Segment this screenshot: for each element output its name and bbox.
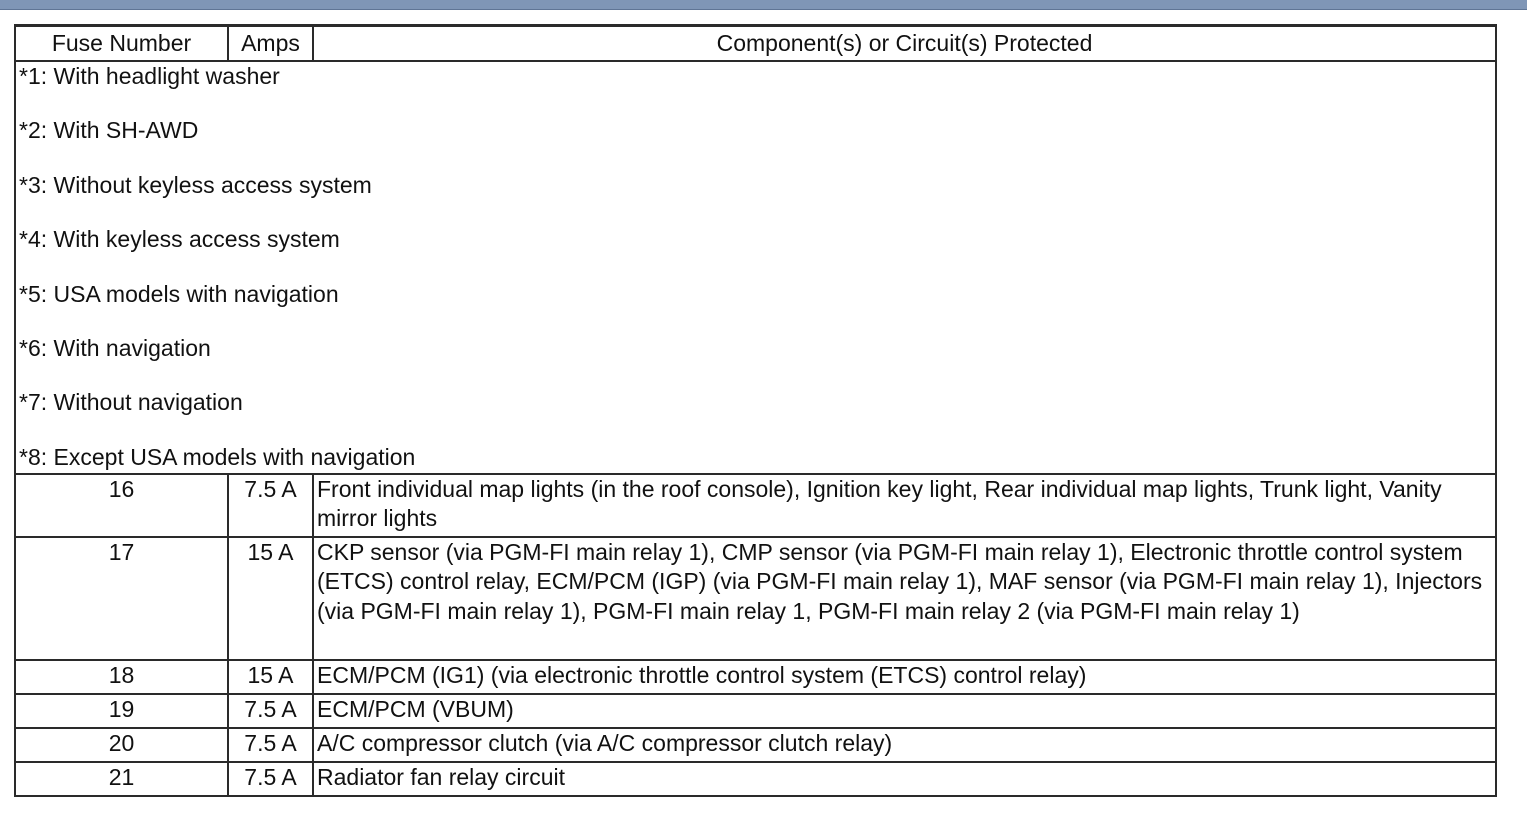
components-cell: ECM/PCM (IG1) (via electronic throttle control system (ETCS) control relay) <box>313 660 1496 694</box>
table-row <box>15 474 1496 537</box>
table-row <box>15 728 1496 762</box>
note-1: *1: With headlight washer <box>19 63 280 89</box>
components-cell: CKP sensor (via PGM-FI main relay 1), CMP sensor (via PGM-FI main relay 1), Electronic throttle control system (ETCS) control relay, ECM/PCM (IGP) (via PGM-FI main relay 1), MAF sensor (via PGM-FI main relay 1), Injectors (via PGM-FI main relay 1), PGM-FI main relay 1, PGM-FI main relay 2 (via PGM-FI main relay 1) <box>313 537 1496 660</box>
amps-cell: 15 A <box>228 537 313 660</box>
table-row <box>15 537 1496 660</box>
components-cell: ECM/PCM (VBUM) <box>313 694 1496 728</box>
amps-cell: 15 A <box>228 660 313 694</box>
fuse-number-cell: 18 <box>15 660 228 694</box>
fuse-number-cell: 16 <box>15 474 228 537</box>
table-row <box>15 660 1496 694</box>
window-top-bar <box>0 0 1527 10</box>
header-fuse-number: Fuse Number <box>15 26 228 62</box>
amps-cell: 7.5 A <box>228 762 313 796</box>
notes-row <box>15 61 1496 474</box>
fuse-number-cell: 20 <box>15 728 228 762</box>
note-3: *3: Without keyless access system <box>19 171 372 198</box>
amps-cell: 7.5 A <box>228 474 313 537</box>
note-7: *7: Without navigation <box>19 389 243 416</box>
components-cell: Front individual map lights (in the roof console), Ignition key light, Rear individual map lights, Trunk light, Vanity mirror lights <box>313 474 1496 537</box>
note-4: *4: With keyless access system <box>19 226 340 253</box>
components-cell: A/C compressor clutch (via A/C compressor clutch relay) <box>313 728 1496 762</box>
amps-cell: 7.5 A <box>228 694 313 728</box>
table-row <box>15 762 1496 796</box>
components-cell: Radiator fan relay circuit <box>313 762 1496 796</box>
fuse-number-cell: 17 <box>15 537 228 660</box>
note-8: *8: Except USA models with navigation <box>19 443 416 470</box>
header-amps: Amps <box>228 26 313 62</box>
fuse-number-cell: 21 <box>15 762 228 796</box>
fuse-table <box>14 24 1497 797</box>
amps-cell: 7.5 A <box>228 728 313 762</box>
table-header-row <box>15 26 1496 62</box>
header-components: Component(s) or Circuit(s) Protected <box>313 26 1496 62</box>
note-2: *2: With SH-AWD <box>19 117 199 144</box>
note-6: *6: With navigation <box>19 334 211 361</box>
table-row <box>15 694 1496 728</box>
fuse-number-cell: 19 <box>15 694 228 728</box>
note-5: *5: USA models with navigation <box>19 280 339 307</box>
notes-cell <box>15 61 1496 474</box>
